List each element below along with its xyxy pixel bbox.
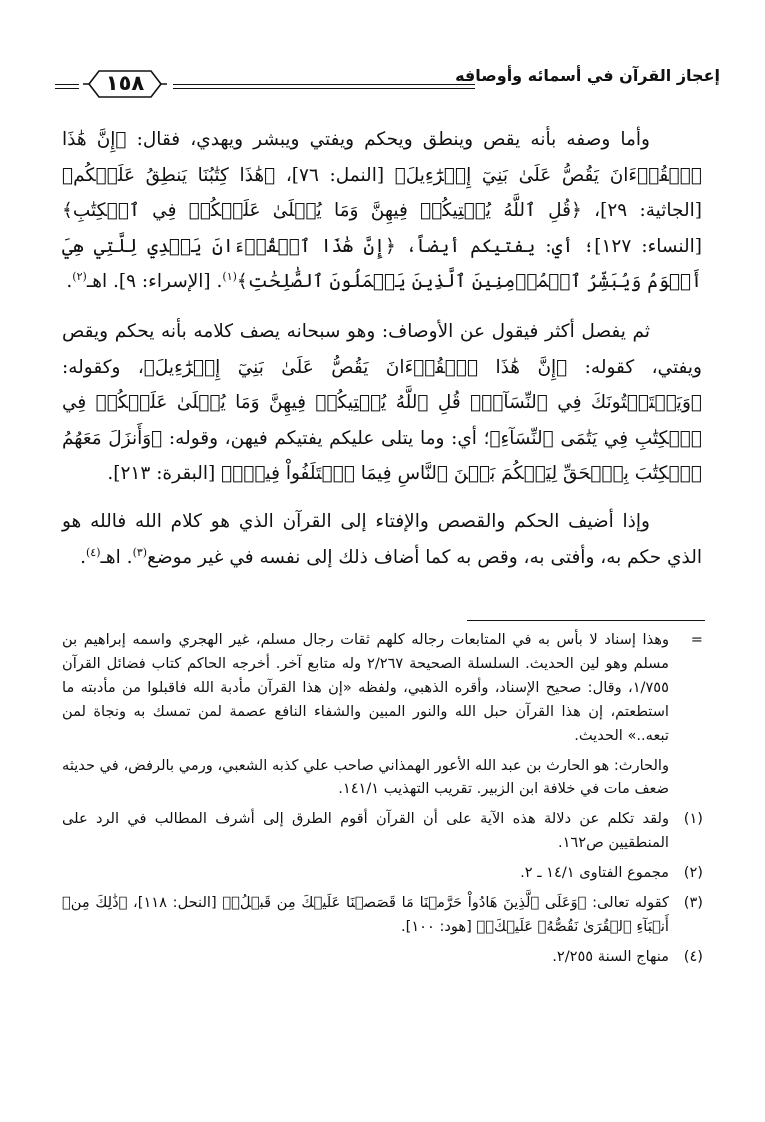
footnote-ref-3[interactable]: (٣): [132, 545, 148, 559]
footnote-1: [62, 807, 703, 855]
footnote-text: ولقد تكلم عن دلالة هذه الآية على أن القرآن أقوم الطرق إلى أشرف المطالب في الرد على المنطقيين ص١٦٢.: [62, 810, 669, 852]
header-rule: [173, 84, 475, 89]
paragraph-3: وإذا أضيف الحكم والقصص والإفتاء إلى القرآن الذي هو كلام الله فالله هو الذي حكم به، وأفتى به، وقص به كما أضاف ذلك إلى نفسه في غير موضع$^{(٣)}$. اهـ$^{(٤)}$.: [62, 510, 702, 568]
header-rule-left: [55, 84, 79, 89]
footnote-ref-4[interactable]: (٤): [85, 545, 101, 559]
footnote-mark: (١): [683, 810, 703, 828]
footnote-mark: (٣): [683, 894, 703, 912]
page-number: ١٥٨: [105, 71, 145, 95]
footnote-text: والحارث: هو الحارث بن عبد الله الأعور الهمذاني صاحب علي كذبه الشعبي، ورمي بالرفض، في حديثه ضعف مات في خلافة ابن الزبير. تقريب التهذيب ١٤١/١.: [62, 756, 669, 798]
footnotes: [62, 628, 703, 969]
footnote-mark: (٢): [683, 864, 703, 882]
footnote-continued: [62, 628, 703, 801]
paragraph-2: ثم يفصل أكثر فيقول عن الأوصاف: وهو سبحانه يصف كلامه بأنه يحكم ويقص ويفتي، كقوله: ﴿إِنَّ هَٰذَا ٱلۡقُرۡءَانَ يَقُصُّ عَلَىٰ بَنِيٓ إِسۡرَٰٓءِيلَ﴾، وكقوله: ﴿وَيَسۡتَفۡتُونَكَ فِي ٱلنِّسَآءِۖ قُلِ ٱللَّهُ يُفۡتِيكُمۡ فِيهِنَّ وَمَا يُتۡلَىٰ عَلَيۡكُمۡ فِي ٱلۡكِتَٰبِ فِي يَتَٰمَى ٱلنِّسَآءِ﴾؛ أي: وما يتلى عليكم يفتيكم فيهن، وقوله: ﴿وَأَنزَلَ مَعَهُمُ ٱلۡكِتَٰبَ بِٱلۡحَقِّ لِيَحۡكُمَ بَيۡنَ ٱلنَّاسِ فِيمَا ٱخۡتَلَفُواْ فِيهِۚ﴾ [البقرة: ٢١٣].: [62, 320, 702, 485]
paragraph-1: وأما وصفه بأنه يقص وينطق ويحكم ويفتي ويبشر ويهدي، فقال: ﴿إِنَّ هَٰذَا ٱلۡقُرۡءَانَ يَقُصُّ عَلَىٰ بَنِيٓ إِسۡرَٰٓءِيلَ﴾ [النمل: ٧٦]، ﴿هَٰذَا كِتَٰبُنَا يَنطِقُ عَلَيۡكُم﴾ [الجاثية: ٢٩]، ﴿قُلِ ٱللَّهُ يُفۡتِيكُمۡ فِيهِنَّ وَمَا يُتۡلَىٰ عَلَيۡكُمۡ فِي ٱلۡكِتَٰبِ﴾ [النساء: ١٢٧]؛ أي: يفتيكم أيضاً، ﴿إِنَّ هَٰذَا ٱلۡقُرۡءَانَ يَهۡدِي لِلَّتِي هِيَ أَقۡوَمُ وَيُبَشِّرُ ٱلۡمُؤۡمِنِينَ ٱلَّذِينَ يَعۡمَلُونَ ٱلصَّٰلِحَٰتِ﴾$^{(١)}$. [الإسراء: ٩]. اهـ$^{(٢)}$.: [62, 129, 703, 293]
main-text: [62, 122, 702, 575]
footnote-2: [62, 861, 703, 885]
footnote-ref-2[interactable]: (٢): [72, 270, 87, 284]
footnote-3: [62, 891, 703, 939]
footnote-4: [62, 945, 703, 969]
footnote-text: وهذا إسناد لا بأس به في المتابعات رجاله كلهم ثقات رجال مسلم، غير الهجري واسمه إبراهيم بن مسلم وهو لين الحديث. السلسلة الصحيحة ٢/٢٦٧ وله متابع آخر. أخرجه الحاكم كتاب فضائل القرآن ١/٧٥٥، وقال: صحيح الإسناد، وأقره الذهبي، ولفظه «إن هذا القرآن مأدبة الله فاقبلوا من مأدبته ما استطعتم، إن هذا القرآن حبل الله والنور المبين والشفاء النافع عصمة لمن تمسك به ونجاة لمن تبعه..» الحديث.: [62, 631, 669, 744]
footnote-ref-1[interactable]: (١): [222, 270, 237, 284]
footnote-text: منهاج السنة ٢/٢٥٥.: [552, 947, 669, 965]
page-number-ornament: [81, 68, 169, 100]
footnote-mark: (٤): [683, 947, 703, 965]
book-title: إعجاز القرآن في أسمائه وأوصافه: [455, 66, 720, 85]
continuation-mark: =: [690, 631, 703, 648]
footnote-separator: [467, 620, 705, 621]
footnote-text: مجموع الفتاوى ١٤/١ ـ ٢.: [520, 864, 669, 882]
footnote-text: كقوله تعالى: ﴿وَعَلَى ٱلَّذِينَ هَادُواْ حَرَّمۡنَا مَا قَصَصۡنَا عَلَيۡكَ مِن قَبۡلُۖ﴾ [النحل: ١١٨]، ﴿ذَٰلِكَ مِنۡ أَنۢبَآءِ ٱلۡقُرَىٰ نَقُصُّهُۥ عَلَيۡكَۖ﴾ [هود: ١٠٠].: [62, 894, 669, 935]
running-header: [55, 60, 720, 104]
